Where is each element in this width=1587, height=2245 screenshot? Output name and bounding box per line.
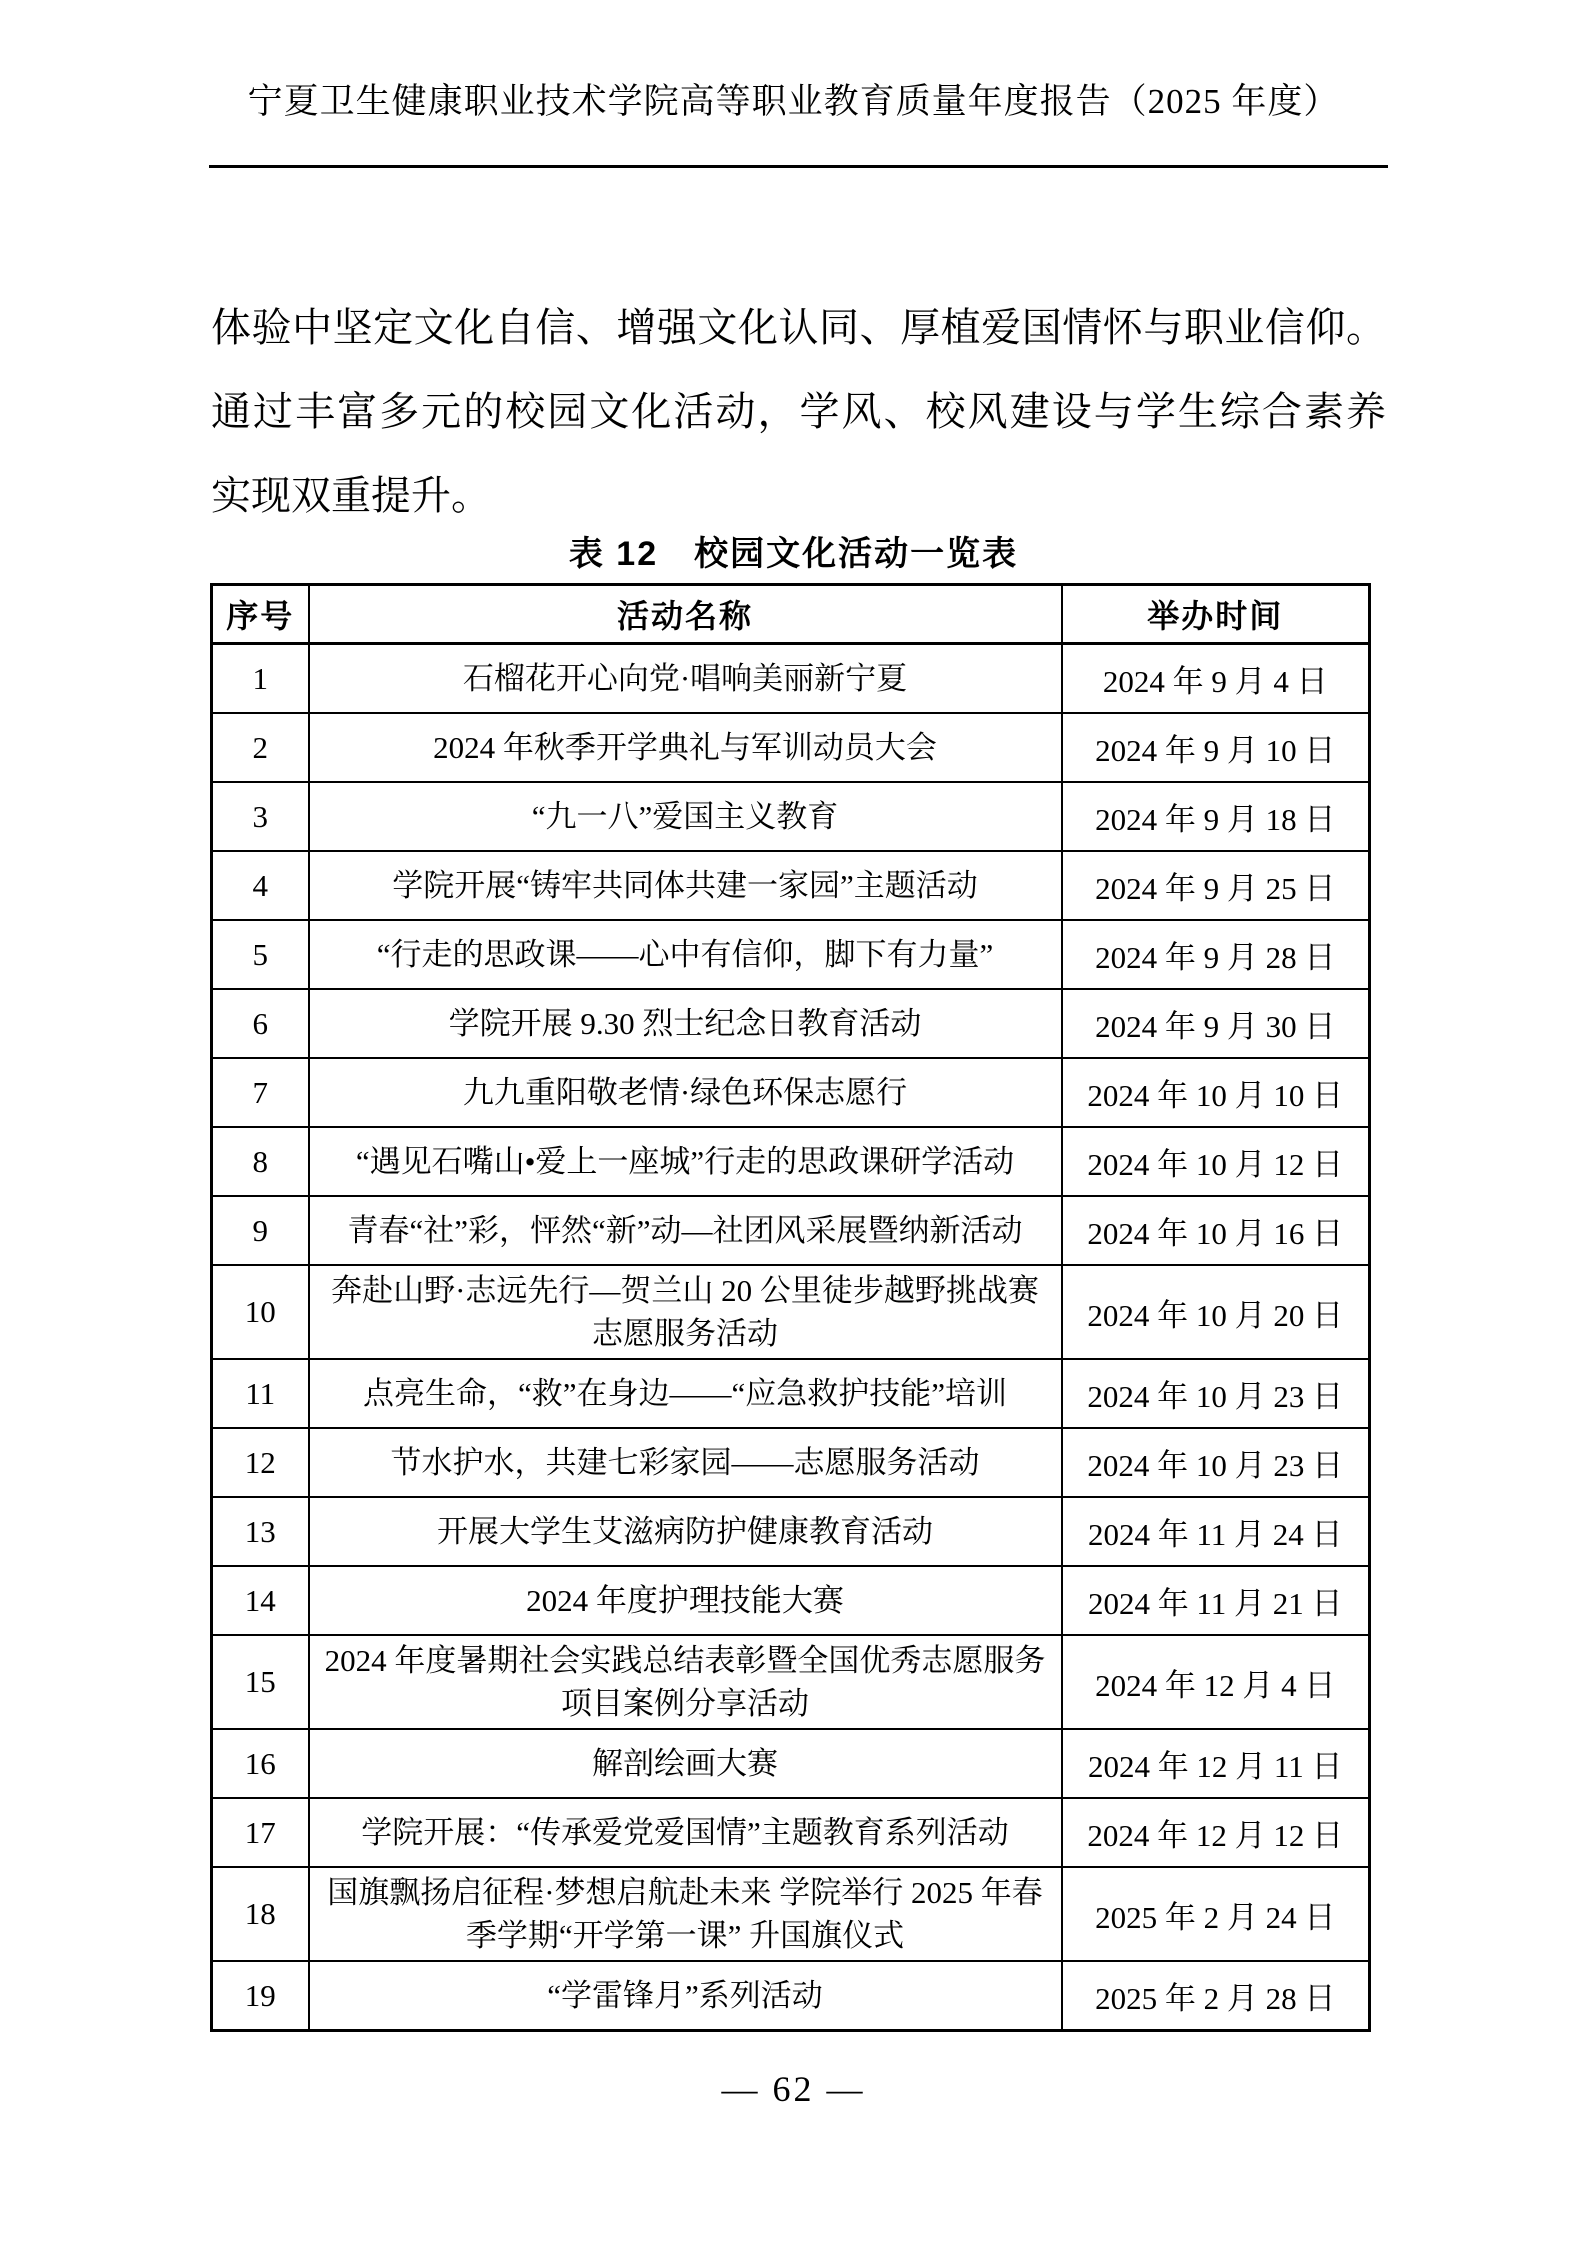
activity-date-cell: 2024 年 9 月 18 日	[1062, 782, 1370, 851]
paragraph-line: 体验中坚定文化自信、增强文化认同、厚植爱国情怀与职业信仰。	[211, 305, 1386, 350]
row-number-cell: 5	[212, 920, 309, 989]
activity-date-cell: 2024 年 12 月 11 日	[1062, 1729, 1370, 1798]
activity-date-cell: 2024 年 9 月 4 日	[1062, 644, 1370, 714]
activity-name-cell: 2024 年度暑期社会实践总结表彰暨全国优秀志愿服务项目案例分享活动	[309, 1635, 1062, 1729]
row-number-cell: 8	[212, 1127, 309, 1196]
body-paragraph	[211, 286, 1386, 538]
table-row	[212, 1359, 1370, 1428]
row-number-cell: 2	[212, 713, 309, 782]
table-row	[212, 1196, 1370, 1265]
column-header-date: 举办时间	[1062, 585, 1370, 644]
activity-name-cell: “行走的思政课——心中有信仰，脚下有力量”	[309, 920, 1062, 989]
table-row	[212, 1566, 1370, 1635]
paragraph-line: 实现双重提升。	[211, 473, 491, 518]
activity-date-cell: 2024 年 11 月 24 日	[1062, 1497, 1370, 1566]
column-header-activity-name: 活动名称	[309, 585, 1062, 644]
activity-name-cell: 国旗飘扬启征程·梦想启航赴未来 学院举行 2025 年春季学期“开学第一课” 升国旗仪式	[309, 1867, 1062, 1961]
activity-name-cell: 开展大学生艾滋病防护健康教育活动	[309, 1497, 1062, 1566]
table-row	[212, 1497, 1370, 1566]
activity-name-cell: 奔赴山野·志远先行—贺兰山 20 公里徒步越野挑战赛志愿服务活动	[309, 1265, 1062, 1359]
activity-date-cell: 2024 年 9 月 10 日	[1062, 713, 1370, 782]
row-number-cell: 19	[212, 1961, 309, 2031]
row-number-cell: 10	[212, 1265, 309, 1359]
activity-name-cell: 点亮生命，“救”在身边——“应急救护技能”培训	[309, 1359, 1062, 1428]
activity-date-cell: 2024 年 11 月 21 日	[1062, 1566, 1370, 1635]
activity-name-cell: 石榴花开心向党·唱响美丽新宁夏	[309, 644, 1062, 714]
row-number-cell: 3	[212, 782, 309, 851]
activity-name-cell: 解剖绘画大赛	[309, 1729, 1062, 1798]
activity-name-cell: 2024 年度护理技能大赛	[309, 1566, 1062, 1635]
activity-name-cell: “学雷锋月”系列活动	[309, 1961, 1062, 2031]
activity-date-cell: 2024 年 10 月 12 日	[1062, 1127, 1370, 1196]
table-caption: 表 12 校园文化活动一览表	[568, 535, 1019, 573]
activity-name-cell: 学院开展：“传承爱党爱国情”主题教育系列活动	[309, 1798, 1062, 1867]
header-rule	[209, 165, 1388, 168]
table-row	[212, 1729, 1370, 1798]
activity-date-cell: 2024 年 10 月 23 日	[1062, 1428, 1370, 1497]
table-row	[212, 920, 1370, 989]
column-header-no: 序号	[212, 585, 309, 644]
row-number-cell: 18	[212, 1867, 309, 1961]
activity-date-cell: 2024 年 9 月 28 日	[1062, 920, 1370, 989]
activity-date-cell: 2024 年 10 月 16 日	[1062, 1196, 1370, 1265]
row-number-cell: 16	[212, 1729, 309, 1798]
row-number-cell: 12	[212, 1428, 309, 1497]
row-number-cell: 6	[212, 989, 309, 1058]
table-row	[212, 782, 1370, 851]
activity-date-cell: 2024 年 10 月 10 日	[1062, 1058, 1370, 1127]
campus-activity-table	[210, 583, 1371, 2032]
activity-name-cell: 学院开展“铸牢共同体共建一家园”主题活动	[309, 851, 1062, 920]
row-number-cell: 4	[212, 851, 309, 920]
table-row	[212, 1058, 1370, 1127]
activity-date-cell: 2024 年 12 月 4 日	[1062, 1635, 1370, 1729]
table-row	[212, 1635, 1370, 1729]
activity-date-cell: 2024 年 10 月 23 日	[1062, 1359, 1370, 1428]
activity-name-cell: “遇见石嘴山•爱上一座城”行走的思政课研学活动	[309, 1127, 1062, 1196]
activity-date-cell: 2024 年 12 月 12 日	[1062, 1798, 1370, 1867]
row-number-cell: 17	[212, 1798, 309, 1867]
table-row	[212, 1127, 1370, 1196]
activity-name-cell: 青春“社”彩，怦然“新”动—社团风采展暨纳新活动	[309, 1196, 1062, 1265]
table-row	[212, 851, 1370, 920]
table-row	[212, 644, 1370, 714]
table-row	[212, 1265, 1370, 1359]
row-number-cell: 11	[212, 1359, 309, 1428]
row-number-cell: 9	[212, 1196, 309, 1265]
table-row	[212, 1961, 1370, 2031]
page-number: — 62 —	[721, 2069, 866, 2109]
row-number-cell: 7	[212, 1058, 309, 1127]
table-row	[212, 1428, 1370, 1497]
activity-date-cell: 2024 年 9 月 25 日	[1062, 851, 1370, 920]
activity-name-cell: 2024 年秋季开学典礼与军训动员大会	[309, 713, 1062, 782]
activity-date-cell: 2024 年 9 月 30 日	[1062, 989, 1370, 1058]
row-number-cell: 13	[212, 1497, 309, 1566]
activity-name-cell: 节水护水，共建七彩家园——志愿服务活动	[309, 1428, 1062, 1497]
paragraph-line: 通过丰富多元的校园文化活动，学风、校风建设与学生综合素养	[211, 389, 1386, 434]
row-number-cell: 1	[212, 644, 309, 714]
table-row	[212, 1798, 1370, 1867]
activity-date-cell: 2025 年 2 月 24 日	[1062, 1867, 1370, 1961]
table-row	[212, 1867, 1370, 1961]
activity-name-cell: 学院开展 9.30 烈士纪念日教育活动	[309, 989, 1062, 1058]
row-number-cell: 14	[212, 1566, 309, 1635]
table-row	[212, 713, 1370, 782]
activity-date-cell: 2025 年 2 月 28 日	[1062, 1961, 1370, 2031]
activity-name-cell: 九九重阳敬老情·绿色环保志愿行	[309, 1058, 1062, 1127]
table-row	[212, 989, 1370, 1058]
activity-name-cell: “九一八”爱国主义教育	[309, 782, 1062, 851]
page-header-title: 宁夏卫生健康职业技术学院高等职业教育质量年度报告（2025 年度）	[247, 82, 1340, 121]
row-number-cell: 15	[212, 1635, 309, 1729]
activity-date-cell: 2024 年 10 月 20 日	[1062, 1265, 1370, 1359]
table-header-row	[212, 585, 1370, 644]
